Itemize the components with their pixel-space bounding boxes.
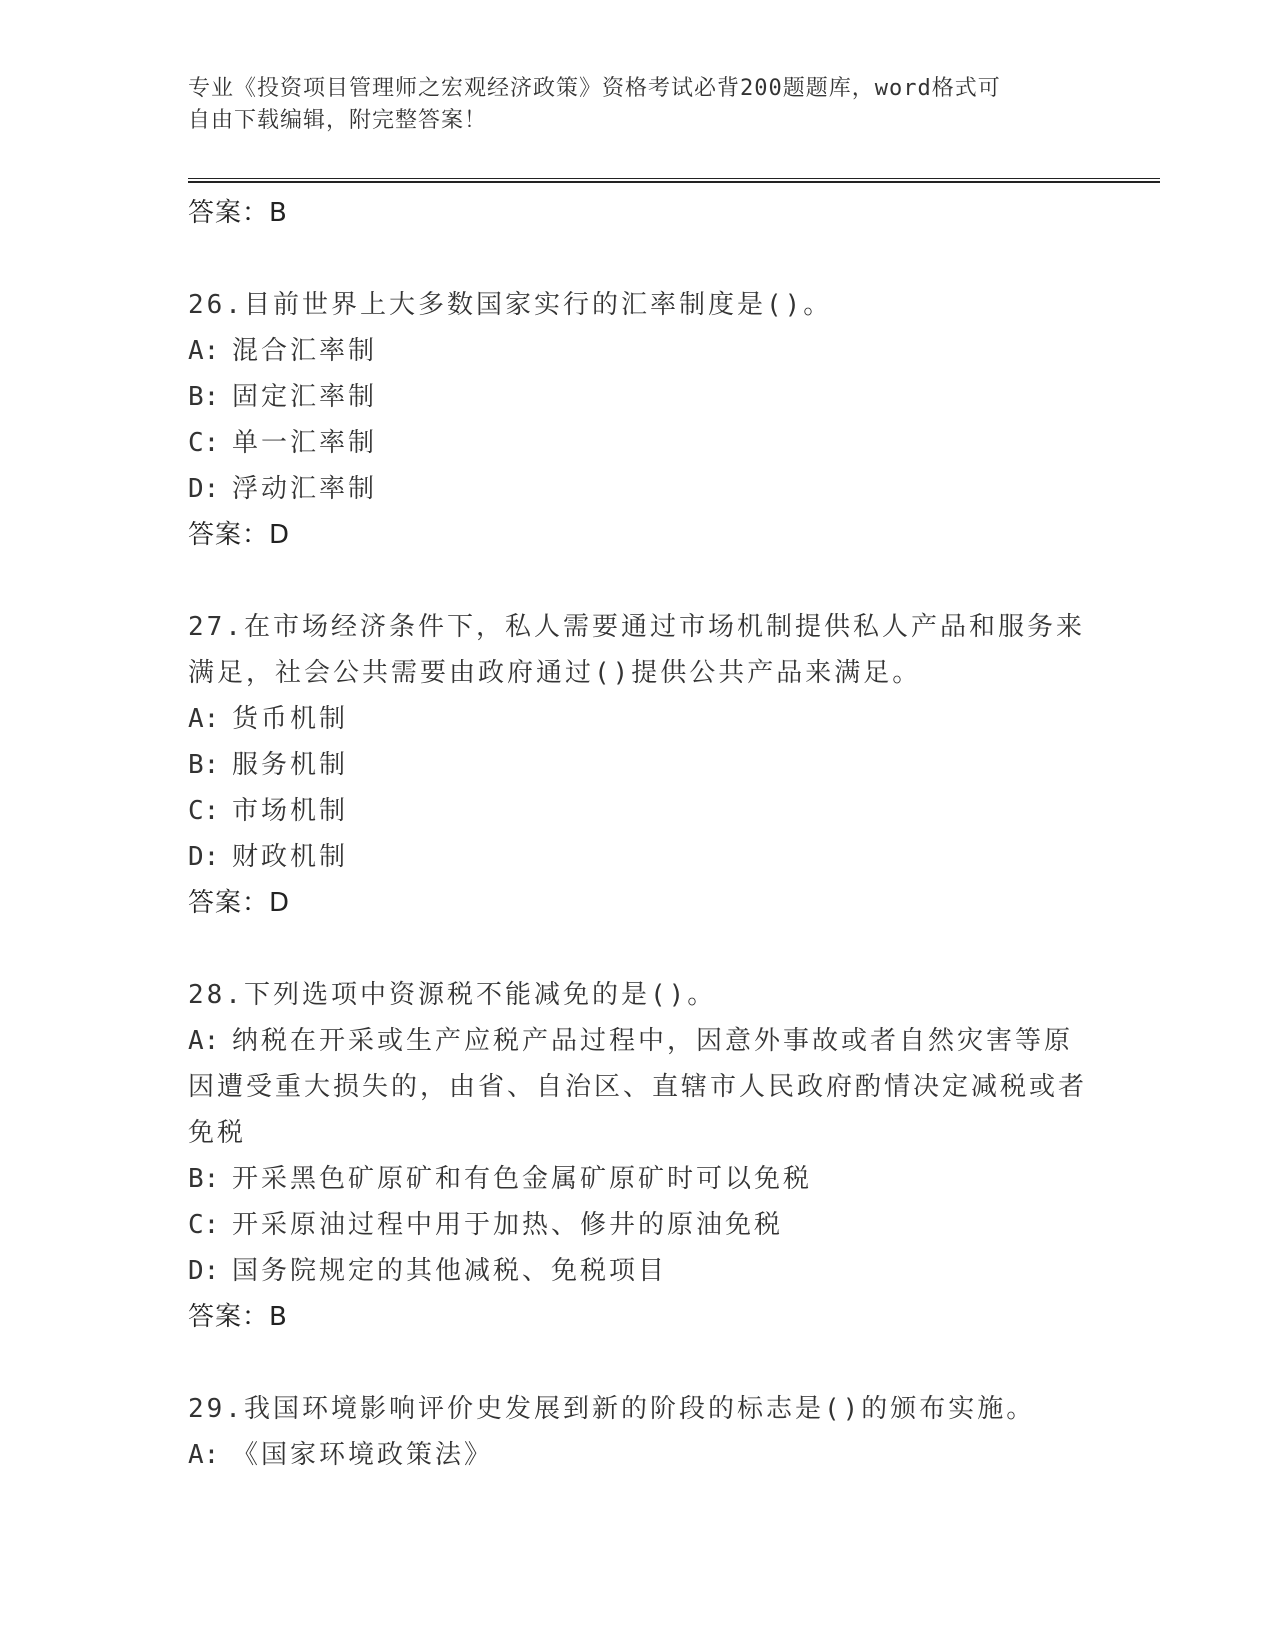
option-letter: D: [188, 842, 220, 872]
answer-value: B [269, 1302, 288, 1332]
option-b [188, 742, 1088, 788]
option-letter: B: [188, 382, 220, 412]
answer-value: D [269, 888, 291, 918]
option-text: 单一汇率制 [232, 428, 378, 458]
answer-label: 答案： [188, 520, 270, 550]
option-letter: A: [188, 1026, 220, 1056]
option-letter: D: [188, 474, 220, 504]
question-stem: 27.在市场经济条件下，私人需要通过市场机制提供私人产品和服务来满足，社会公共需要由政府通过()提供公共产品来满足。 [188, 612, 1085, 688]
option-d [188, 1248, 1088, 1294]
option-letter: C: [188, 796, 220, 826]
option-c [188, 1202, 1088, 1248]
option-letter: A: [188, 704, 220, 734]
header-divider [188, 178, 1160, 183]
option-letter: A: [188, 1440, 220, 1470]
option-text: 纳税在开采或生产应税产品过程中，因意外事故或者自然灾害等原因遭受重大损失的，由省、自治区、直辖市人民政府酌情决定减税或者免税 [188, 1026, 1088, 1148]
option-d [188, 466, 1088, 512]
question-stem: 26.目前世界上大多数国家实行的汇率制度是()。 [188, 290, 833, 320]
option-letter: B: [188, 750, 220, 780]
option-letter: B: [188, 1164, 220, 1194]
header-title-line-1: 专业《投资项目管理师之宏观经济政策》资格考试必背200题题库，word格式可 [188, 76, 1001, 101]
answer-value: B [269, 198, 288, 228]
question-list [188, 190, 1088, 1478]
answer-line [188, 1294, 1088, 1340]
option-a [188, 328, 1088, 374]
option-text: 《国家环境政策法》 [232, 1440, 494, 1470]
option-a [188, 1018, 1088, 1156]
answer-line [188, 880, 1088, 926]
document-header [188, 73, 1088, 137]
option-letter: C: [188, 428, 220, 458]
answer-line [188, 512, 1088, 558]
option-c [188, 420, 1088, 466]
option-letter: A: [188, 336, 220, 366]
option-text: 开采原油过程中用于加热、修井的原油免税 [232, 1210, 784, 1240]
option-text: 混合汇率制 [232, 336, 378, 366]
question-stem: 29.我国环境影响评价史发展到新的阶段的标志是()的颁布实施。 [188, 1394, 1036, 1424]
option-letter: C: [188, 1210, 220, 1240]
answer-label: 答案： [188, 1302, 270, 1332]
option-b [188, 1156, 1088, 1202]
option-text: 固定汇率制 [232, 382, 378, 412]
option-text: 财政机制 [232, 842, 349, 872]
option-b [188, 374, 1088, 420]
option-d [188, 834, 1088, 880]
answer-value: D [269, 520, 291, 550]
option-text: 浮动汇率制 [232, 474, 378, 504]
header-title-line-2: 自由下载编辑，附完整答案！ [188, 108, 488, 133]
option-text: 市场机制 [232, 796, 349, 826]
option-letter: D: [188, 1256, 220, 1286]
option-text: 国务院规定的其他减税、免税项目 [232, 1256, 668, 1286]
option-a [188, 696, 1088, 742]
option-c [188, 788, 1088, 834]
option-text: 开采黑色矿原矿和有色金属矿原矿时可以免税 [232, 1164, 813, 1194]
answer-label: 答案： [188, 888, 270, 918]
option-a [188, 1432, 1088, 1478]
option-text: 货币机制 [232, 704, 349, 734]
option-text: 服务机制 [232, 750, 349, 780]
answer-line [188, 190, 1088, 236]
answer-label: 答案： [188, 198, 270, 228]
question-stem: 28.下列选项中资源税不能减免的是()。 [188, 980, 717, 1010]
